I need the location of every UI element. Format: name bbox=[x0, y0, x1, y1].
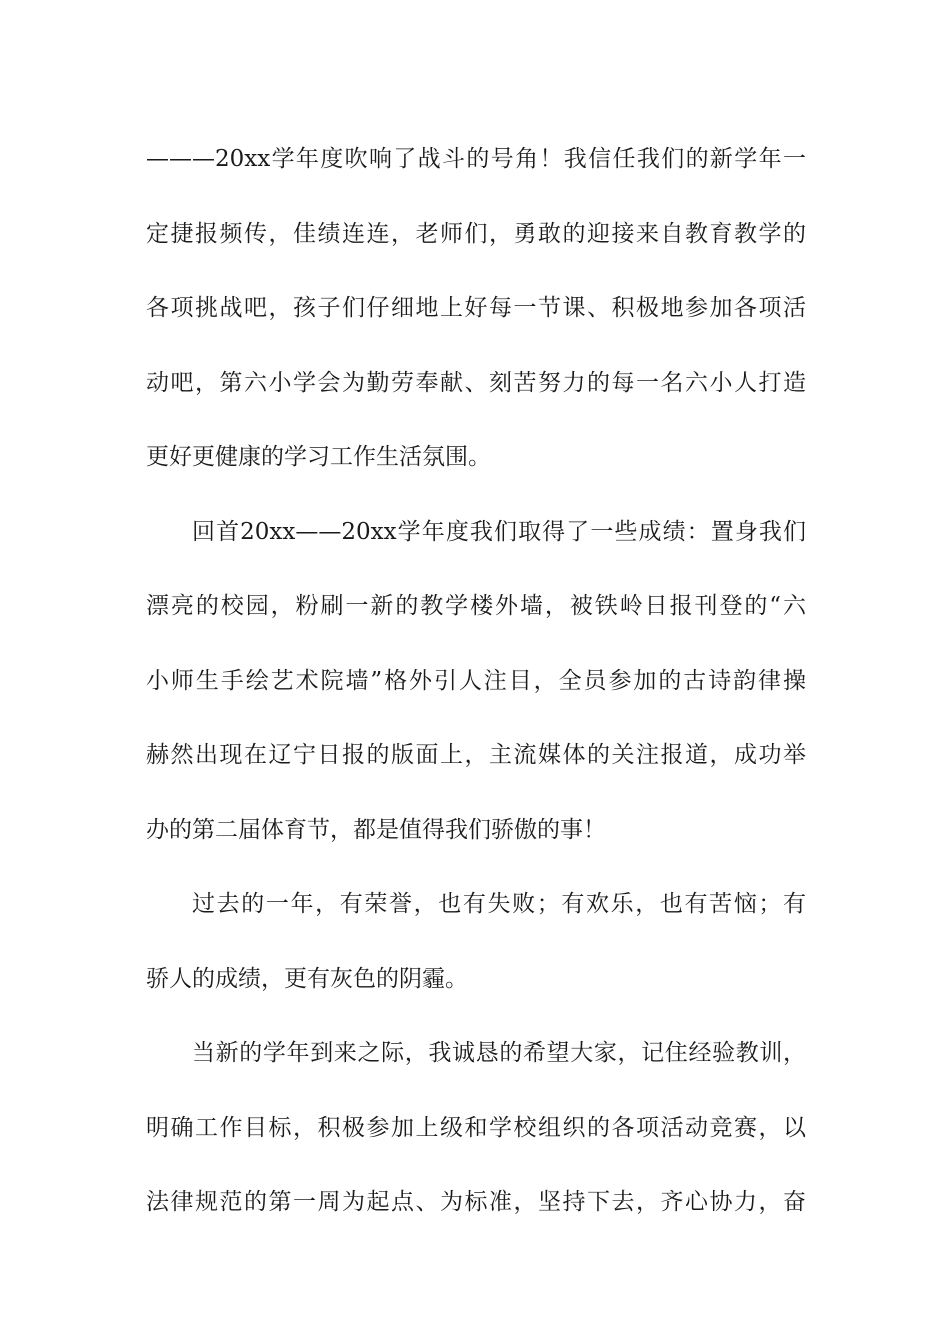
text-line: 当新的学年到来之际，我诚恳的希望大家，记住经验教训， bbox=[192, 1040, 806, 1066]
text-line: 办的第二届体育节，都是值得我们骄傲的事！ bbox=[146, 816, 606, 843]
text-line: 各项挑战吧，孩子们仔细地上好每一节课、积极地参加各项活 bbox=[146, 295, 806, 321]
text-line: 赫然出现在辽宁日报的版面上，主流媒体的关注报道，成功举 bbox=[146, 742, 806, 768]
text-line: 更好更健康的学习工作生活氛围。 bbox=[146, 444, 491, 470]
document-body bbox=[146, 122, 806, 1240]
text-line: 小师生手绘艺术院墙”格外引人注目，全员参加的古诗韵律操 bbox=[146, 667, 806, 694]
text-line: 过去的一年，有荣誉，也有失败；有欢乐，也有苦恼；有 bbox=[192, 891, 806, 917]
text-line: 回首20xx——20xx学年度我们取得了一些成绩：置身我们 bbox=[192, 518, 806, 545]
text-line: 骄人的成绩，更有灰色的阴霾。 bbox=[146, 965, 468, 992]
text-line: 法律规范的第一周为起点、为标准，坚持下去，齐心协力，奋 bbox=[146, 1189, 806, 1215]
text-line: 明确工作目标，积极参加上级和学校组织的各项活动竞赛，以 bbox=[146, 1114, 806, 1141]
text-line: ———20xx学年度吹响了战斗的号角！我信任我们的新学年一 bbox=[146, 146, 806, 172]
text-line: 动吧，第六小学会为勤劳奉献、刻苦努力的每一名六小人打造 bbox=[146, 369, 806, 396]
text-line: 漂亮的校园，粉刷一新的教学楼外墙，被铁岭日报刊登的“六 bbox=[146, 593, 806, 619]
text-line: 定捷报频传，佳绩连连，老师们，勇敢的迎接来自教育教学的 bbox=[146, 220, 806, 247]
